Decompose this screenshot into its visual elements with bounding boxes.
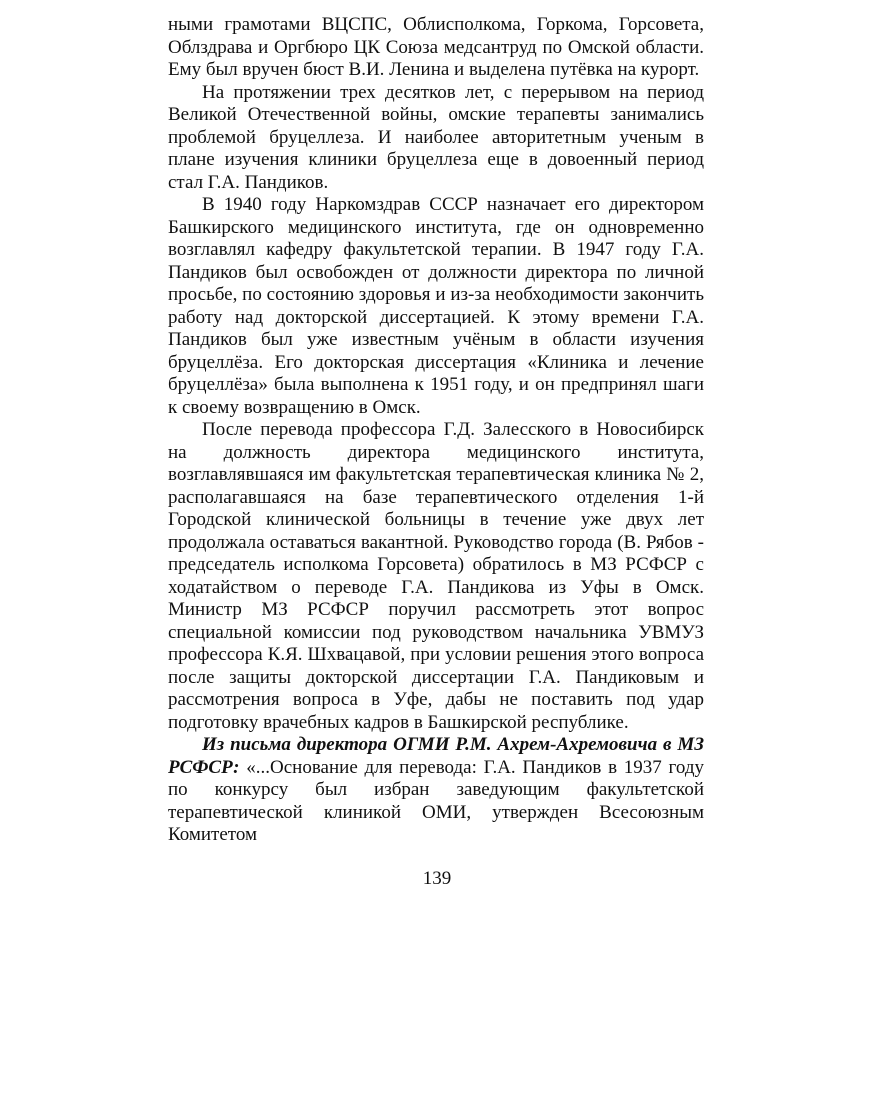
letter-text: «...Основание для перевода: Г.А. Пандиков в 1937 году по конкурсу был избран заведующим факультетской терапевтической клиникой ОМИ, утвержден Всесоюзным Комитетом — [168, 756, 704, 845]
paragraph-brucellosis-research: На протяжении трех десятков лет, с перерывом на период Великой Отечественной войны, омские терапевты занимались проблемой бруцеллеза. И наиболее авторитетным ученым в плане изучения клиники бруцеллеза еще в довоенный период стал Г.А. Пандиков. — [168, 81, 704, 193]
page-body — [168, 14, 704, 847]
paragraph-letter-quote — [168, 734, 704, 847]
paragraph-bashkir-institute: В 1940 году Наркомздрав СССР назначает его директором Башкирского медицинского института, где он одновременно возглавлял кафедру факультетской терапии. В 1947 году Г.А. Пандиков был освобожден от должности директора по личной просьбе, по состоянию здоровья и из-за необходимости закончить работу над докторской диссертацией. К этому времени Г.А. Пандиков был уже известным учёным в области изучения бруцеллёза. Его докторская диссертация «Клиника и лечение бруцеллёза» была выполнена к 1951 году, и он предпринял шаги к своему возвращению в Омск. — [168, 194, 704, 418]
paragraph-continuation: ными грамотами ВЦСПС, Облисполкома, Горкома, Горсовета, Облздрава и Оргбюро ЦК Союза медсантруд по Омской области. Ему был вручен бюст В.И. Ленина и выделена путёвка на курорт. — [168, 14, 704, 80]
paragraph-transfer: После перевода профессора Г.Д. Залесского в Новосибирск на должность директора медицинского института, возглавлявшаяся им факультетская терапевтическая клиника № 2, располагавшаяся на базе терапевтического отделения 1-й Городской клинической больницы в течение уже двух лет продолжала оставаться вакантной. Руководство города (В. Рябов - председатель исполкома Горсовета) обратилось в МЗ РСФСР с ходатайством о переводе Г.А. Пандикова из Уфы в Омск. Министр МЗ РСФСР поручил рассмотреть этот вопрос специальной комиссии под руководством начальника УВМУЗ профессора К.Я. Шхвацавой, при условии решения этого вопроса после защиты докторской диссертации Г.А. Пандиковым и рассмотрения вопроса в Уфе, дабы не поставить под удар подготовку врачебных кадров в Башкирской республике. — [168, 419, 704, 733]
page-number: 139 — [422, 868, 452, 889]
letter-lead-in: Из письма директора ОГМИ Р.М. Ахрем-Ахремовича в МЗ РСФСР: — [168, 734, 704, 778]
